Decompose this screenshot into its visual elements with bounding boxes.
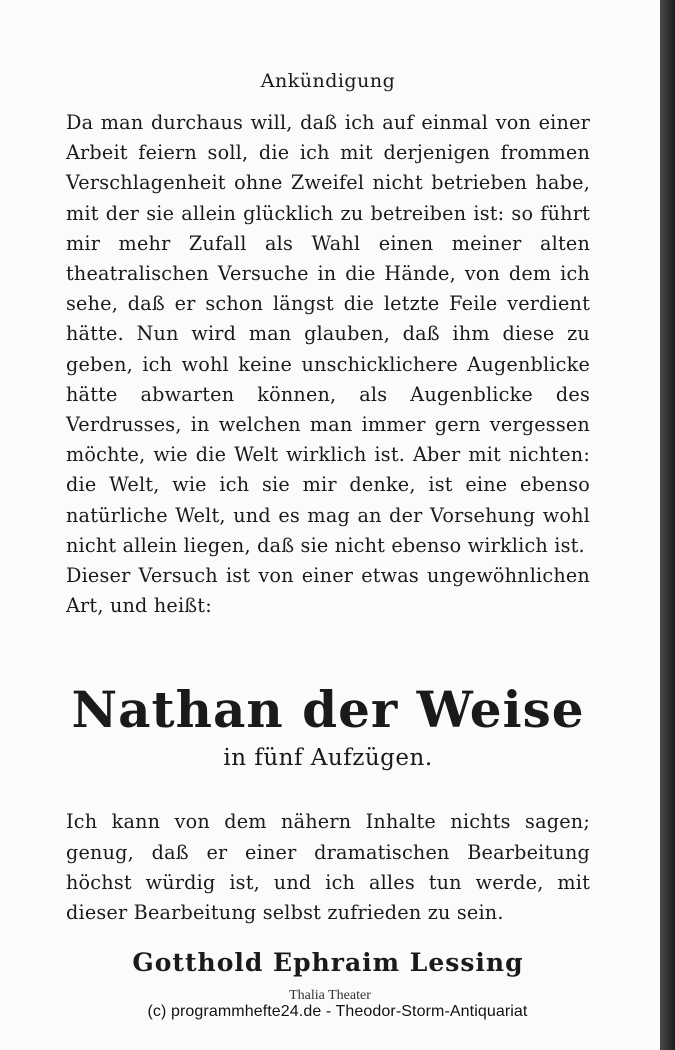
play-title: Nathan der Weise: [71, 680, 585, 740]
play-subtitle: in fünf Aufzügen.: [223, 745, 433, 772]
theatre-name: Thalia Theater: [289, 988, 371, 1003]
second-paragraph: Dieser Versuch ist von einer etwas ungewöhnlichen Art, und heißt:: [66, 564, 590, 618]
intro-paragraph: Da man durchaus will, daß ich auf einmal von einer Arbeit feiern soll, die ich mit derjenigen frommen Verschlagenheit ohne Zweifel nicht betrieben habe, mit der sie allein glücklich zu betreiben ist: so führt mir mehr Zufall als Wahl einen meiner alten theatralischen Versuche in die Hände, von dem ich sehe, daß er schon längst die letzte Feile verdient hätte. Nun wird man glauben, daß ihm diese zu geben, ich wohl keine unschicklichere Augenblicke hätte abwarten können, als Augenblicke des Verdrusses, in welchen man immer gern vergessen möchte, wie die Welt wirklich ist. Aber mit nichten: die Welt, wie ich sie mir denke, ist eine ebenso natürliche Welt, und es mag an der Vorsehung wohl nicht allein liegen, daß sie nicht ebenso wirklich ist.: [66, 111, 590, 557]
author-name: Gotthold Ephraim Lessing: [132, 948, 524, 978]
announcement-content: [66, 70, 590, 977]
page-edge-shadow: [660, 0, 675, 1050]
closing-paragraph: Ich kann von dem nähern Inhalte nichts sagen; genug, daß er einer dramatischen Bearbeitung höchst würdig ist, und ich alles tun werde, mit dieser Bearbeitung selbst zufrieden zu sein.: [66, 810, 590, 925]
copyright-watermark: (c) programmhefte24.de - Theodor-Storm-Antiquariat: [147, 1003, 528, 1020]
announcement-heading: Ankündigung: [260, 70, 396, 92]
